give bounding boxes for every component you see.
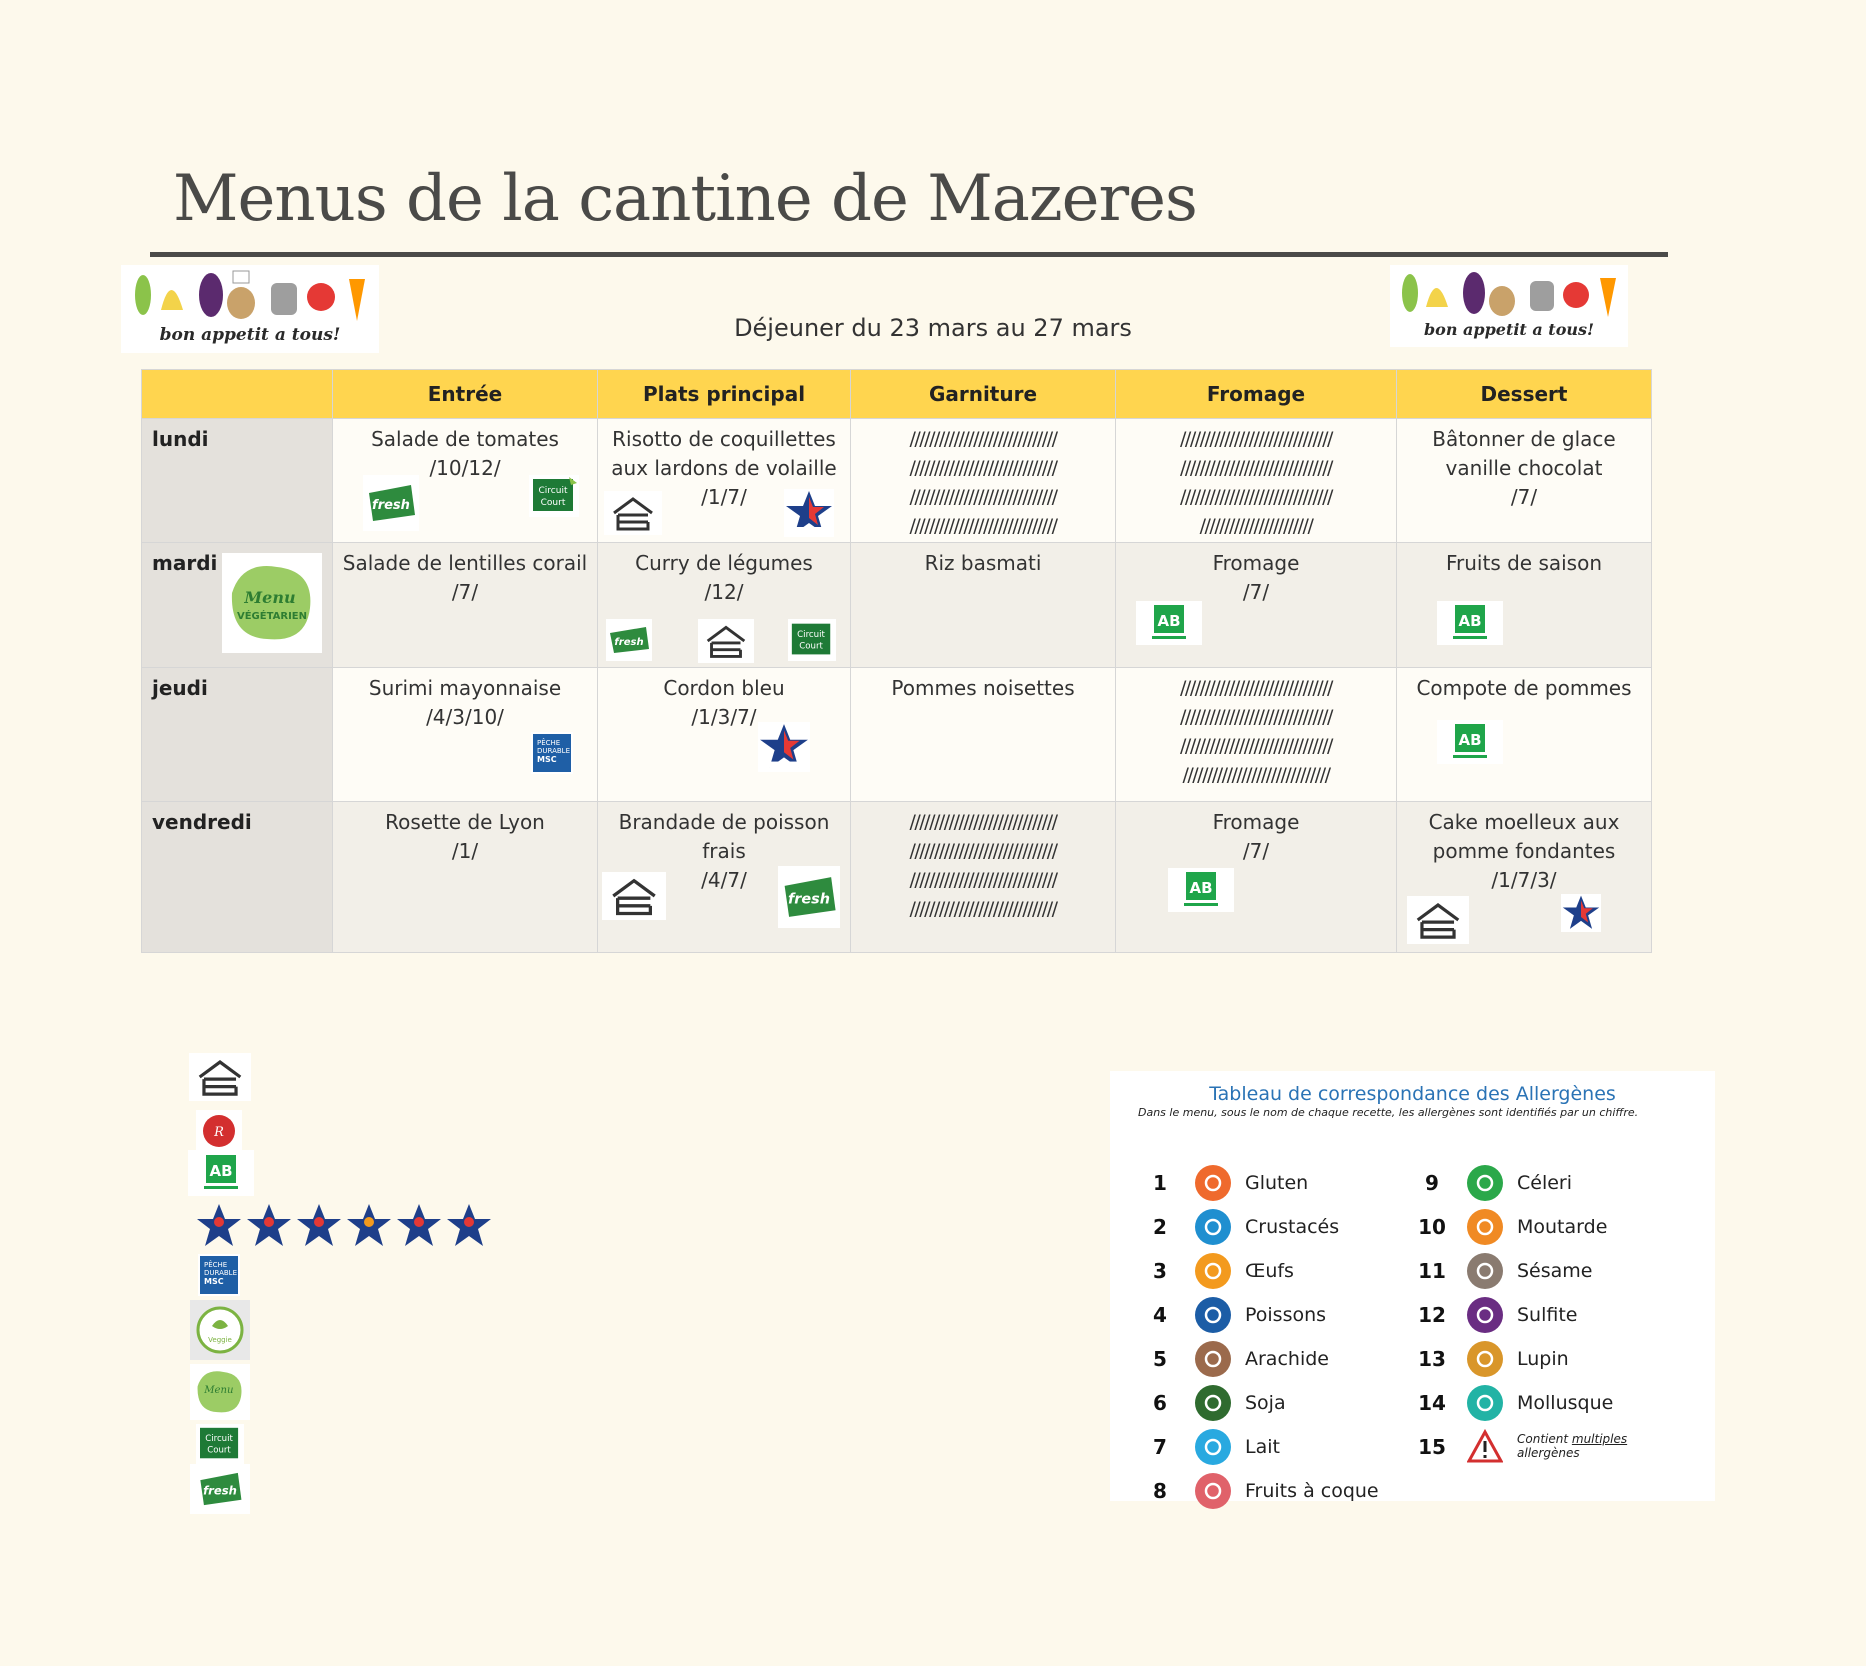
mustard-icon <box>1467 1209 1503 1245</box>
circuit-court-logo-icon <box>196 1424 244 1464</box>
dish-name: Bâtonner de glace <box>1432 427 1616 451</box>
allergen-item <box>1140 1297 1410 1333</box>
dish-name: Fruits de saison <box>1445 551 1603 575</box>
allergen-number: 8 <box>1153 1479 1167 1503</box>
ab-organic-logo-icon <box>1437 601 1503 645</box>
allergen-note: Dans le menu, sous le nom de chaque recette, les allergènes sont identifiés par un chiffre. <box>1138 1106 1639 1119</box>
garniture-cell <box>851 543 1116 668</box>
allergen-label: Sésame <box>1517 1260 1593 1282</box>
allergen-number: 4 <box>1153 1303 1167 1327</box>
allergen-item <box>1140 1253 1410 1289</box>
dish-name: Curry de légumes <box>635 551 813 575</box>
warning-icon <box>1467 1429 1503 1465</box>
svg-text:fresh: fresh <box>372 498 410 513</box>
nut-icon <box>1195 1473 1231 1509</box>
dish-name: Salade de lentilles corail <box>342 551 588 575</box>
milk-icon <box>1195 1429 1231 1465</box>
dessert-cell <box>1397 668 1652 802</box>
circuit-court-logo-icon <box>788 619 836 661</box>
soy-icon <box>1195 1385 1231 1421</box>
homemade-logo-icon <box>1407 896 1469 944</box>
dish-name: Compote de pommes <box>1416 676 1632 700</box>
volaille-francaise-logo-icon <box>758 722 810 772</box>
allergen-item <box>1140 1341 1410 1377</box>
day-label: lundi <box>142 419 333 543</box>
allergen-item <box>1412 1297 1682 1333</box>
header-plat: Plats principal <box>598 370 851 419</box>
ab-organic-logo-icon <box>1168 868 1234 912</box>
menu-table <box>141 369 1652 953</box>
svg-text:fresh: fresh <box>203 1483 237 1498</box>
allergen-number: 6 <box>1153 1391 1167 1415</box>
allergen-item <box>1140 1429 1410 1465</box>
fresh-logo-icon <box>190 1464 250 1514</box>
allergen-label: Lait <box>1245 1436 1280 1458</box>
dish-name: Risotto de coquillettes <box>612 427 836 451</box>
allergen-label: Œufs <box>1245 1260 1294 1282</box>
dish-name: Fromage <box>1212 551 1300 575</box>
celery-icon <box>1467 1165 1503 1201</box>
allergen-codes: /1/7/ <box>701 485 747 509</box>
plat-cell <box>598 419 851 543</box>
sulfite-icon <box>1467 1297 1503 1333</box>
dish-name-line: pomme fondantes <box>1432 839 1616 863</box>
allergen-table <box>1110 1071 1715 1501</box>
ab-organic-logo-icon <box>188 1150 254 1196</box>
svg-text:PÊCHE: PÊCHE <box>204 1261 228 1269</box>
svg-text:AB: AB <box>1157 612 1181 630</box>
svg-text:Court: Court <box>207 1445 231 1456</box>
allergen-codes: /10/12/ <box>429 456 501 480</box>
allergen-label: Crustacés <box>1245 1216 1340 1238</box>
allergen-codes: /1/ <box>451 839 479 863</box>
plat-cell <box>598 802 851 953</box>
allergen-item <box>1140 1385 1410 1421</box>
dish-name: Pommes noisettes <box>891 676 1075 700</box>
allergen-codes: /7/ <box>1242 839 1270 863</box>
allergen-title: Tableau de correspondance des Allergènes <box>1209 1083 1616 1105</box>
header-entree: Entrée <box>333 370 598 419</box>
banner-tagline: bon appetit a tous! <box>159 325 341 345</box>
allergen-item <box>1412 1341 1682 1377</box>
allergen-label: Poissons <box>1245 1304 1327 1326</box>
svg-text:AB: AB <box>1189 879 1213 897</box>
homemade-logo-icon <box>604 491 662 535</box>
msc-logo-icon <box>531 732 573 774</box>
ab-organic-logo-icon <box>1437 720 1503 764</box>
allergen-codes: /7/ <box>451 580 479 604</box>
header-fromage: Fromage <box>1116 370 1397 419</box>
menu-vegetarien-logo-icon <box>222 553 322 653</box>
entree-cell <box>333 419 598 543</box>
banner-tagline: bon appetit a tous! <box>1423 320 1595 339</box>
lupin-icon <box>1467 1341 1503 1377</box>
fromage-cell <box>1116 543 1397 668</box>
allergen-item <box>1140 1473 1410 1509</box>
allergen-label-part: multiples <box>1571 1432 1628 1446</box>
egg-icon <box>1195 1253 1231 1289</box>
fromage-cell <box>1116 668 1397 802</box>
label-rouge-logo-icon <box>196 1110 242 1152</box>
plat-cell <box>598 543 851 668</box>
crab-icon <box>1195 1209 1231 1245</box>
french-origin-stars-icon <box>195 1202 495 1250</box>
allergen-codes: /1/7/3/ <box>1491 868 1557 892</box>
page-title: Menus de la cantine de Mazeres <box>173 162 1197 236</box>
allergen-label: Mollusque <box>1517 1392 1614 1414</box>
day-label: jeudi <box>142 668 333 802</box>
allergen-number: 9 <box>1425 1171 1439 1195</box>
entree-cell <box>333 668 598 802</box>
allergen-item <box>1412 1385 1682 1421</box>
fromage-cell <box>1116 802 1397 953</box>
dish-name: Brandade de poisson <box>618 810 830 834</box>
table-row <box>142 668 1652 802</box>
day-name: mardi <box>152 551 218 575</box>
svg-text:fresh: fresh <box>788 891 830 908</box>
allergen-label: Sulfite <box>1517 1304 1578 1326</box>
title-divider <box>150 252 1668 257</box>
allergen-item <box>1140 1165 1410 1201</box>
svg-text:Circuit: Circuit <box>538 486 568 496</box>
plat-cell <box>598 668 851 802</box>
peanut-icon <box>1195 1341 1231 1377</box>
day-label: vendredi <box>142 802 333 953</box>
allergen-codes: /1/3/7/ <box>691 705 757 729</box>
dessert-cell <box>1397 543 1652 668</box>
allergen-label: Fruits à coque <box>1245 1480 1379 1502</box>
dish-name: Cordon bleu <box>663 676 785 700</box>
dish-name: Cake moelleux aux <box>1428 810 1620 834</box>
table-row <box>142 419 1652 543</box>
empty-slashes: /////////////////////////////// /////////////////////////////// /////////////////////////////// /////////////////////// <box>1180 428 1332 537</box>
fresh-logo-icon <box>778 866 840 928</box>
ab-organic-logo-icon <box>1136 601 1202 645</box>
wheat-icon <box>1195 1165 1231 1201</box>
svg-text:Court: Court <box>799 641 823 652</box>
dish-name: Surimi mayonnaise <box>368 676 562 700</box>
svg-text:AB: AB <box>1458 731 1482 749</box>
dish-name-line: frais <box>702 839 746 863</box>
allergen-label: Arachide <box>1245 1348 1329 1370</box>
empty-slashes: ////////////////////////////// ////////////////////////////// ////////////////////////////// ////////////////////////////// <box>909 811 1057 920</box>
day-label <box>142 543 333 668</box>
garniture-cell <box>851 419 1116 543</box>
allergen-number: 7 <box>1153 1435 1167 1459</box>
allergen-number: 10 <box>1418 1215 1446 1239</box>
table-row <box>142 543 1652 668</box>
entree-cell <box>333 802 598 953</box>
origin-labels-row <box>195 1202 495 1250</box>
allergen-item <box>1412 1429 1682 1465</box>
sesame-icon <box>1467 1253 1503 1289</box>
svg-text:DURABLE: DURABLE <box>204 1269 238 1277</box>
circuit-court-logo-icon <box>529 475 579 517</box>
homemade-logo-icon <box>698 619 754 663</box>
header-dessert: Dessert <box>1397 370 1652 419</box>
volaille-francaise-logo-icon <box>1561 894 1601 932</box>
homemade-logo-icon <box>189 1053 251 1101</box>
allergen-label-part: Contient <box>1517 1432 1572 1446</box>
volaille-francaise-logo-icon <box>784 489 834 537</box>
msc-logo-icon <box>198 1254 240 1296</box>
allergen-label: Soja <box>1245 1392 1286 1414</box>
svg-text:AB: AB <box>1458 612 1482 630</box>
svg-text:R: R <box>214 1125 224 1140</box>
shell-icon <box>1467 1385 1503 1421</box>
svg-text:Circuit: Circuit <box>205 1434 233 1445</box>
allergen-label: Céleri <box>1517 1172 1573 1194</box>
allergen-codes: /4/7/ <box>701 868 747 892</box>
svg-text:Menu: Menu <box>204 1385 234 1397</box>
header-day <box>142 370 333 419</box>
allergen-codes: /4/3/10/ <box>426 705 504 729</box>
svg-text:fresh: fresh <box>614 637 644 648</box>
allergen-label <box>1517 1432 1627 1460</box>
dish-name: Fromage <box>1212 810 1300 834</box>
menu-vegetarien-logo-icon <box>190 1364 250 1420</box>
header-garniture: Garniture <box>851 370 1116 419</box>
svg-text:MSC: MSC <box>537 755 557 764</box>
garniture-cell <box>851 668 1116 802</box>
table-header-row <box>142 370 1652 419</box>
dish-name: Salade de tomates <box>371 427 559 451</box>
allergen-number: 12 <box>1418 1303 1446 1327</box>
svg-text:AB: AB <box>209 1162 233 1180</box>
svg-text:Menu: Menu <box>244 588 296 607</box>
empty-slashes: ////////////////////////////// ////////////////////////////// ////////////////////////////// ////////////////////////////// <box>909 428 1057 537</box>
homemade-logo-icon <box>602 872 666 920</box>
svg-text:MSC: MSC <box>204 1277 224 1286</box>
dish-name: Riz basmati <box>924 551 1042 575</box>
fromage-cell <box>1116 419 1397 543</box>
svg-text:PÊCHE: PÊCHE <box>537 739 561 747</box>
allergen-number: 5 <box>1153 1347 1167 1371</box>
allergen-item <box>1140 1209 1410 1245</box>
svg-text:Court: Court <box>540 498 566 508</box>
veggie-logo-icon <box>190 1300 250 1360</box>
dessert-cell <box>1397 802 1652 953</box>
allergen-item <box>1412 1209 1682 1245</box>
allergen-number: 13 <box>1418 1347 1446 1371</box>
vegetables-illustration-icon <box>1390 265 1628 321</box>
fish-icon <box>1195 1297 1231 1333</box>
garniture-cell <box>851 802 1116 953</box>
dish-name-line: aux lardons de volaille <box>611 456 837 480</box>
allergen-number: 2 <box>1153 1215 1167 1239</box>
allergen-codes: /7/ <box>1510 485 1538 509</box>
dish-name: Rosette de Lyon <box>385 810 545 834</box>
svg-text:VÉGÉTARIEN: VÉGÉTARIEN <box>236 611 308 622</box>
svg-text:DURABLE: DURABLE <box>537 747 571 755</box>
allergen-label: Moutarde <box>1517 1216 1608 1238</box>
allergen-number: 15 <box>1418 1435 1446 1459</box>
allergen-number: 1 <box>1153 1171 1167 1195</box>
fresh-logo-icon <box>606 619 652 661</box>
svg-text:Circuit: Circuit <box>797 630 825 641</box>
allergen-item <box>1412 1253 1682 1289</box>
dish-name-line: vanille chocolat <box>1445 456 1603 480</box>
allergen-item <box>1412 1165 1682 1201</box>
table-row <box>142 802 1652 953</box>
dessert-cell <box>1397 419 1652 543</box>
week-subtitle: Déjeuner du 23 mars au 27 mars <box>734 314 1132 342</box>
allergen-label: Gluten <box>1245 1172 1309 1194</box>
fresh-logo-icon <box>363 475 419 531</box>
allergen-label-part: allergènes <box>1517 1446 1580 1460</box>
allergen-codes: /7/ <box>1242 580 1270 604</box>
svg-text:Veggie: Veggie <box>208 1336 232 1344</box>
allergen-label: Lupin <box>1517 1348 1569 1370</box>
allergen-number: 11 <box>1418 1259 1446 1283</box>
allergen-codes: /12/ <box>704 580 744 604</box>
allergen-number: 3 <box>1153 1259 1167 1283</box>
entree-cell <box>333 543 598 668</box>
empty-slashes: /////////////////////////////// /////////////////////////////// /////////////////////////////// ////////////////////////////// <box>1180 677 1332 786</box>
allergen-number: 14 <box>1418 1391 1446 1415</box>
